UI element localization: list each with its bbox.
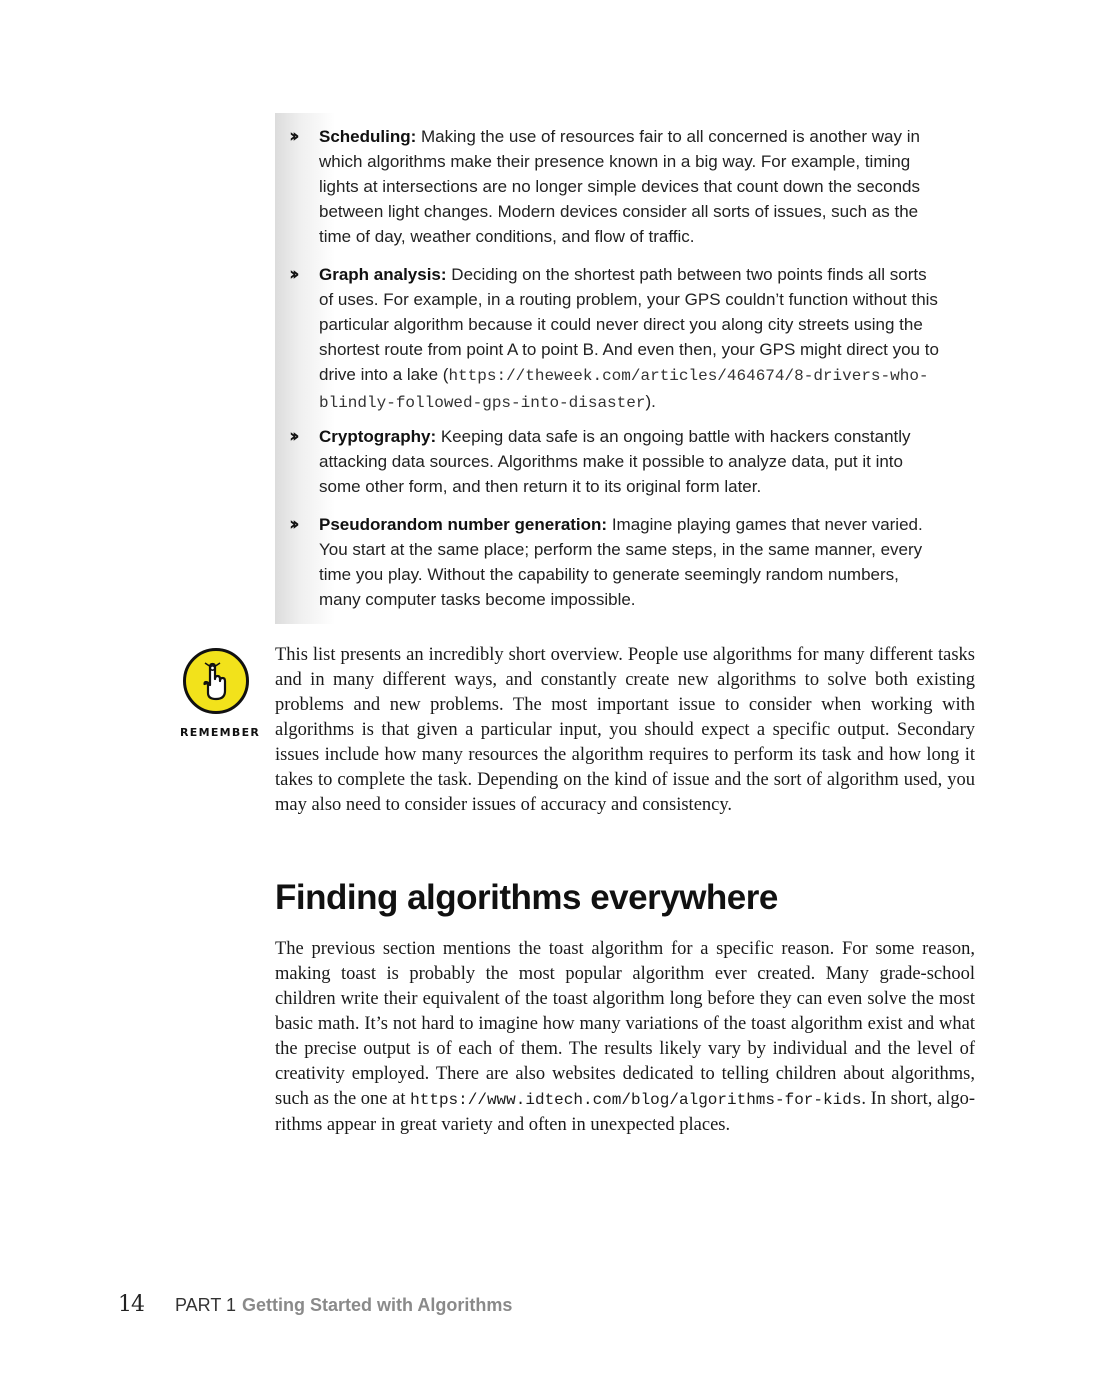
double-chevron-icon: ››: [289, 125, 295, 147]
pinky-string-hand-icon: [183, 648, 249, 714]
url-link[interactable]: https://theweek.com/articles/464674/8-drivers-who-blindly-followed-gps-into-disaster: [319, 367, 929, 412]
list-item-text: Keeping data safe is an ongoing battle with hackers constantly attacking data sources. Algorithms make it possible to analyze data, put it into some other form, and then return it to its original form later.: [319, 427, 911, 496]
list-item-term: Pseudorandom number generation:: [319, 515, 608, 534]
list-item-text-after: ).: [645, 392, 656, 411]
section-paragraph: [275, 937, 975, 1138]
running-header: [175, 1295, 512, 1316]
part-number: PART 1: [175, 1295, 237, 1315]
list-item-text: Imagine playing games that never varied. You start at the same place; perform the same steps, in the same manner, every time you play. Without the capability to generate seemingly random numbers, many computer tasks become impossible.: [319, 515, 923, 609]
double-chevron-icon: ››: [289, 513, 295, 535]
list-item: [289, 262, 943, 416]
url-link[interactable]: https://www.idtech.com/blog/algorithms-for-kids: [410, 1091, 862, 1109]
list-item-text: Making the use of resources fair to all concerned is another way in which algorithms make their presence known in a big way. For example, timing lights at intersections are no longer simple devices that count down the seconds between light changes. Modern devices consider all sorts of issues, such as the time of day, weather conditions, and flow of traffic.: [319, 127, 921, 246]
list-item: [289, 124, 943, 249]
paragraph-text: The previous section mentions the toast algorithm for a specific reason. For some reason, making toast is probably the most popular algorithm ever created. Many grade-school children write their equivalent of the toast algorithm long before they can even solve the most basic math. It’s not hard to imagine how many variations of the toast algorithm exist and what the precise output is of each of them. The results likely vary by individual and the level of creativity employed. There are also websites dedicated to telling children about algorithms, such as the one at: [275, 939, 975, 1109]
list-item-text: Deciding on the shortest path between two points finds all sorts of uses. For example, in a routing problem, your GPS couldn’t function without this particular algorithm because it could never direct you along city streets using the shortest route from point A to point B. And even then, your GPS might direct you to drive into a lake (: [319, 265, 939, 384]
double-chevron-icon: ››: [289, 425, 295, 447]
list-item-term: Cryptography:: [319, 427, 437, 446]
bulleted-list: [275, 113, 955, 624]
remember-label: REMEMBER: [180, 726, 261, 739]
page-footer: [118, 1292, 513, 1317]
part-title: Getting Started with Algorithms: [242, 1295, 513, 1315]
paragraph-text-after: . In short, algorithms appear in great variety and often in unexpected places.: [275, 1089, 975, 1135]
list-item-term: Graph analysis:: [319, 265, 447, 284]
list-item: [289, 424, 943, 499]
section-heading: Finding algorithms everywhere: [275, 878, 778, 917]
list-item-term: Scheduling:: [319, 127, 417, 146]
remember-paragraph: This list presents an incredibly short overview. People use algorithms for many different tasks and in many different ways, and constantly create new algorithms to solve both existing problems and new problems. The most important issue to consider when working with algorithms is that given a particular input, you should expect a specific output. Secondary issues include how many resources the algorithm requires to perform its task and how long it takes to complete the task. Depending on the kind of issue and the sort of algorithm used, you may also need to consider issues of accuracy and consistency.: [275, 645, 975, 815]
list-item: [289, 512, 943, 612]
double-chevron-icon: ››: [289, 263, 295, 285]
page-number: 14: [118, 1292, 144, 1317]
remember-callout: [180, 648, 261, 739]
